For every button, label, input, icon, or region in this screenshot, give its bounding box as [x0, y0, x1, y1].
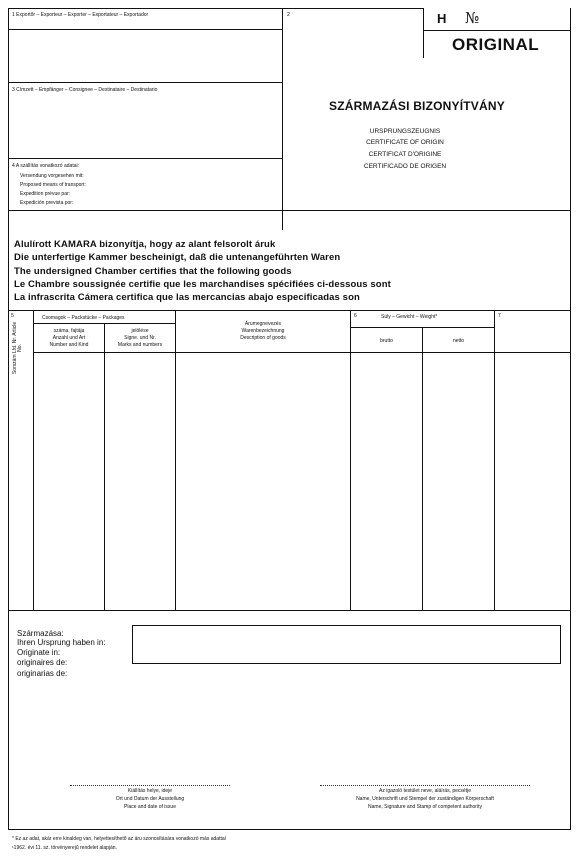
col-sep-c: [175, 310, 176, 610]
certificate-title: SZÁRMAZÁSI BIZONYÍTVÁNY: [329, 99, 505, 113]
certification-es: La infrascrita Cámera certifica que las mercancias abajo especificadas son: [14, 292, 360, 303]
issue-label-1: Ort und Datum der Ausstellung: [115, 796, 185, 802]
origin-en: Originate in:: [17, 648, 61, 657]
origin-country-field[interactable]: [132, 625, 561, 664]
col-sep-a: [33, 310, 34, 610]
box4-bottom-line: [8, 210, 571, 211]
footnote-1: * Ez az adat, akár erre kinaldeg van, helyettesíthető az áru szonosítására vonatkozó más adattal: [12, 836, 226, 842]
box1-lower-line: [8, 82, 283, 83]
origin-es: originarias de:: [17, 669, 68, 678]
certification-de: Die unterfertige Kammer bescheinigt, daß die untenangeführten Waren: [14, 252, 341, 263]
authority-label-1: Name, Unterschrift und Stempel der zuständigen Körperschaft: [356, 796, 494, 802]
col7-label: 7: [498, 313, 501, 319]
box4-line-1: Proposed means of transport:: [20, 182, 86, 188]
issue-label-0: Kiállítás helye, ideje: [127, 788, 173, 794]
packages-sub1-line0: száma, fajtája: [53, 328, 85, 334]
box1-label: 1 Exportőr – Exporteur – Exporter – Exportateur – Exportador: [12, 12, 149, 18]
table-header-bottom-line: [33, 352, 571, 353]
col-sep-d: [350, 310, 351, 610]
box4-line-2: Expedition prévue par:: [20, 191, 71, 197]
title-en: CERTIFICATE OF ORIGIN: [366, 139, 444, 146]
col5-label: 5: [11, 313, 14, 319]
title-de: URSPRUNGSZEUGNIS: [369, 128, 441, 135]
col-sep-b: [104, 323, 105, 610]
page-border-bottom: [8, 829, 571, 830]
packages-sub1-line2: Number and Kind: [49, 342, 89, 348]
page-border-left: [8, 8, 9, 830]
origin-de: Ihren Ursprung haben in:: [17, 638, 106, 647]
box4-line-3: Expedición prevista por:: [20, 200, 74, 206]
issue-place-date-line: [70, 785, 230, 786]
netto-label: netto: [452, 338, 465, 344]
packages-sub2-line0: jelölése: [131, 328, 149, 334]
origin-hu: Származása:: [17, 629, 64, 638]
weight-label: Súly – Gewicht – Weight*: [381, 314, 438, 320]
top-line: [8, 8, 423, 9]
table-bottom-line: [8, 610, 571, 611]
goods-label-1: Warenbezeichnung: [241, 328, 285, 334]
authority-label-0: Az igazoló testület neve, aláírás, pecsétje: [379, 788, 471, 794]
goods-label-0: Árumegnevezés: [244, 321, 282, 327]
box1-bottom-line: [8, 29, 283, 30]
packages-sub2-line1: Signe. und Nr.: [124, 335, 156, 341]
form-prefix: H: [437, 11, 447, 26]
title-fr: CERTIFICAT D'ORIGINE: [368, 151, 442, 158]
box2-divider-line: [423, 8, 424, 58]
issue-label-2: Place and date of issue: [124, 804, 176, 810]
col6-label: 6: [354, 313, 357, 319]
box3-label: 3 Címzett – Empfänger – Consignee – Destinataire – Destinatario: [12, 87, 158, 93]
box4-line-0: Versendung vorgesehen mit:: [20, 173, 84, 179]
col-sep-f: [494, 310, 495, 610]
page-border-right: [570, 8, 571, 830]
authority-signature-line: [320, 785, 530, 786]
box4-label: 4 A szállítás vonatkozó adatai:: [12, 163, 79, 169]
title-es: CERTIFICADO DE ORIGEN: [363, 163, 447, 170]
original-underline: [423, 30, 571, 31]
box2-label: 2: [287, 12, 290, 18]
certification-fr: Le Chambre soussignée certifie que les marchandises spécifiées ci-dessous sont: [14, 279, 391, 290]
packages-label: Csomagok – Packstücke – Packages: [42, 315, 125, 321]
packages-sub1-line1: Anzahl und Art: [52, 335, 86, 341]
number-sign: №: [465, 9, 480, 27]
col-sep-e: [422, 327, 423, 610]
table-top-line: [8, 310, 571, 311]
footnote-2: ¹1962. évi 11. sz. törvényerejű rendelet alapján.: [12, 845, 117, 851]
goods-label-2: Description of goods: [240, 335, 286, 341]
box1-right-line: [282, 8, 283, 230]
certification-hu: Alulírott KAMARA bizonyítja, hogy az alant felsorolt áruk: [14, 239, 276, 250]
box3-lower-line: [8, 158, 283, 159]
authority-label-2: Name, Signature and Stamp of competent authority: [368, 804, 482, 810]
certification-en: The undersigned Chamber certifies that the following goods: [14, 266, 292, 277]
col5-vertical-label: Sorszám Lfd. Nr. Article No.: [12, 321, 23, 375]
packages-sub2-line2: Marks and numbers: [117, 342, 163, 348]
brutto-label: brutto: [380, 338, 393, 344]
origin-fr: originaires de:: [17, 658, 68, 667]
original-label: ORIGINAL: [452, 35, 540, 54]
